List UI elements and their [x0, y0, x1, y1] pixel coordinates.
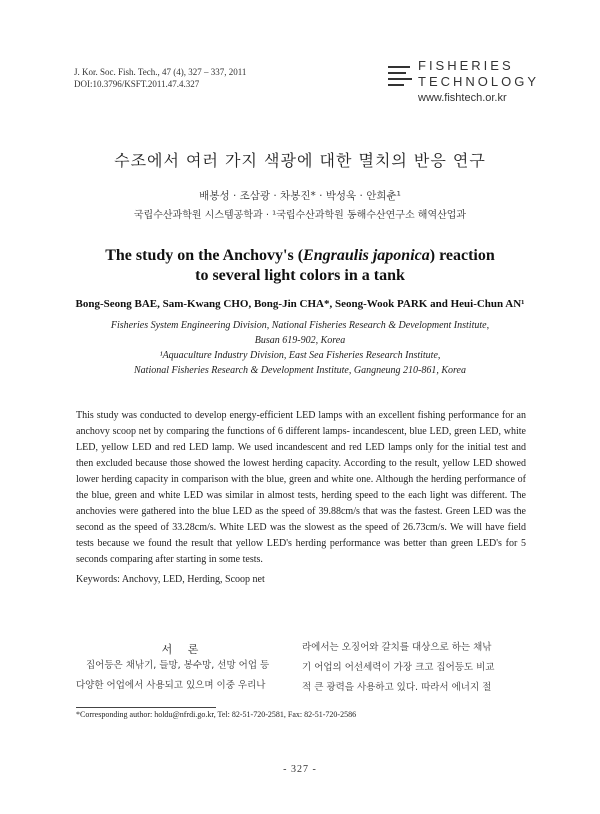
english-title-species: Engraulis japonica [303, 247, 430, 264]
section-heading-introduction: 서 론 [161, 643, 205, 656]
logo-line-2: TECHNOLOGY [418, 74, 540, 89]
journal-citation: J. Kor. Soc. Fish. Tech., 47 (4), 327 – 337, 2011 [74, 67, 247, 77]
affiliation-1-line1: Fisheries System Engineering Division, National Fisheries Research & Development Institute, [110, 320, 490, 331]
right-column-line: 라에서는 오징어와 갈치를 대상으로 하는 채낚 [302, 642, 492, 653]
affiliation-1 [40, 318, 560, 348]
logo-url: www.fishtech.or.kr [418, 92, 507, 104]
korean-affiliation: 국립수산과학원 시스템공학과 · ¹국립수산과학원 동해수산연구소 해역산업과 [133, 210, 467, 221]
affiliation-2 [40, 348, 560, 378]
abstract-text: This study was conducted to develop energy-efficient LED lamps with an excellent fishing performance for an anchovy scoop net by comparing the functions of 6 different lamps- incandescent, blue LED, green LED, white LED, yellow LED and red LED lamp. We used incandescent and red LED lamps only for the initial test and then excluded because those showed the lowest herding capacity. According to the result, yellow LED showed lower herding capacity in comparison with the blue, green and white one. Although the herding performance of the blue, green and white LED was similar in almost tests, herding speed to the each light was different. The anchovies were gathered into the blue LED as the speed of 39.88cm/s that was the fastest. Green LED was the second as the speed of 33.28cm/s. White LED was the slowest as the speed of 26.73cm/s. We will have field tests because we found the result that yellow LED's herding performance was better than green LED's for 5 seconds comparing after starting in some tests. [76, 410, 526, 565]
left-column-line: 집어등은 채낚기, 들망, 봉수망, 선망 어업 등 [86, 660, 270, 671]
english-title-part1: The study on the Anchovy's ( [105, 247, 304, 264]
left-column-text [76, 656, 296, 696]
english-authors: Bong-Seong BAE, Sam-Kwang CHO, Bong-Jin CHA*, Seong-Wook PARK and Heui-Chun AN¹ [75, 298, 525, 310]
affiliation-1-line2: Busan 619-902, Korea [254, 335, 346, 346]
journal-citation-block [74, 66, 246, 90]
page-number: - 327 - [283, 764, 317, 775]
korean-title: 수조에서 여러 가지 색광에 대한 멸치의 반응 연구 [114, 151, 486, 170]
affiliation-2-line1: ¹Aquaculture Industry Division, East Sea Fisheries Research Institute, [159, 350, 441, 361]
english-title-part2: ) reaction [429, 247, 495, 264]
affiliation-2-line2: National Fisheries Research & Development Institute, Gangneung 210-861, Korea [134, 365, 466, 376]
english-title-line2: to several light colors in a tank [195, 267, 405, 284]
right-column-text [302, 638, 528, 698]
left-column-line: 다양한 어업에서 사용되고 있으며 이중 우리나 [76, 680, 266, 691]
footnote-divider [76, 707, 216, 708]
corresponding-author-footnote: *Corresponding author: holdu@nfrdi.go.kr, Tel: 82-51-720-2581, Fax: 82-51-720-2586 [76, 710, 357, 719]
logo-line-1: FISHERIES [418, 58, 514, 73]
english-title [60, 246, 540, 286]
keywords: Keywords: Anchovy, LED, Herding, Scoop net [76, 574, 265, 585]
journal-doi: DOI:10.3796/KSFT.2011.47.4.327 [74, 79, 200, 89]
fisheries-technology-logo [388, 58, 538, 108]
right-column-line: 기 어업의 어선세력이 가장 크고 집어등도 비교 [302, 662, 495, 673]
logo-wordmark [418, 58, 539, 90]
right-column-line: 적 큰 광력을 사용하고 있다. 따라서 에너지 절 [302, 682, 492, 693]
korean-authors: 배봉성 · 조삼광 · 차봉진* · 박성욱 · 안희춘¹ [199, 190, 401, 202]
